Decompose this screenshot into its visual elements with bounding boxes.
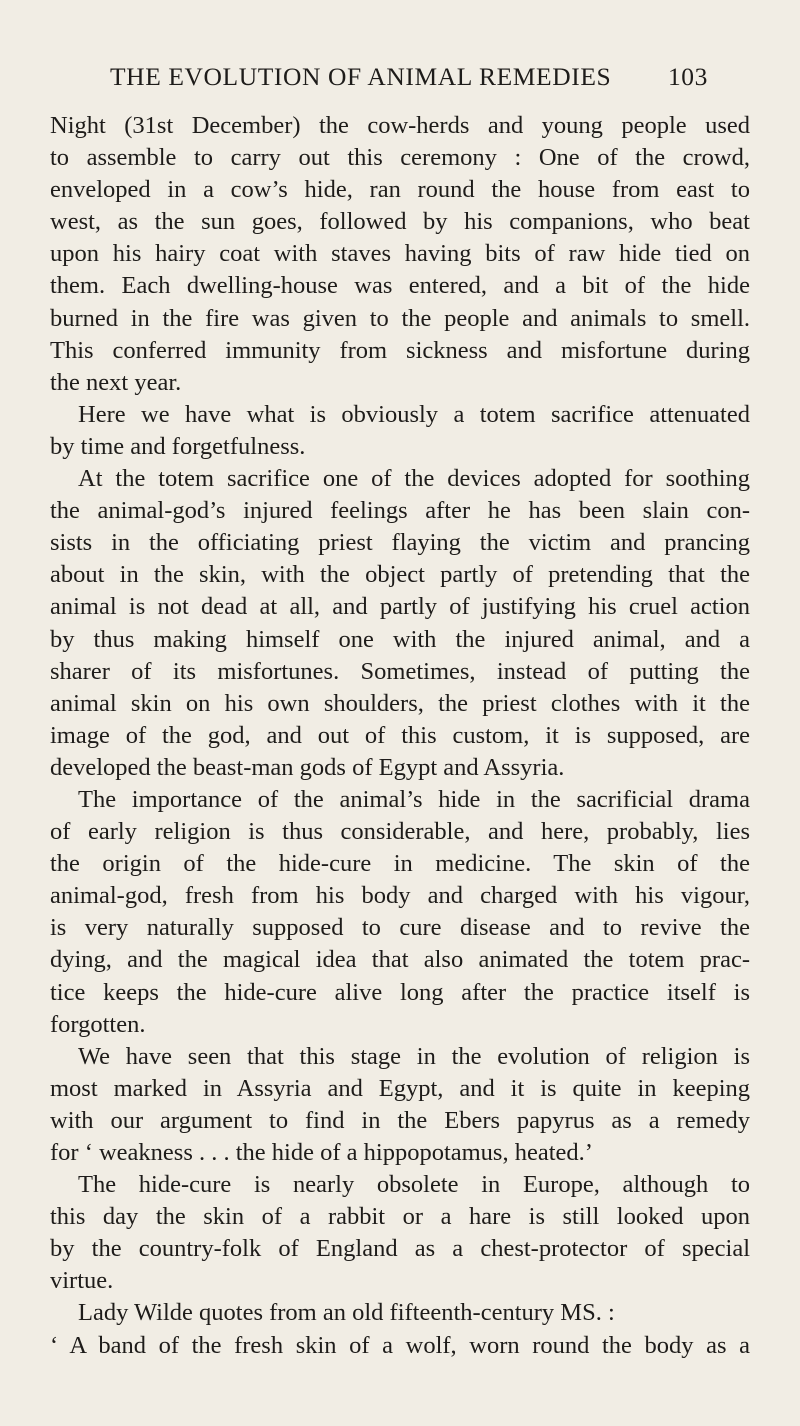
text-line: developed the beast-man gods of Egypt and Assyria. xyxy=(50,753,565,781)
text-line: with our argument to find in the Ebers papyrus as a remedy xyxy=(50,1106,750,1134)
text-line: by thus making himself one with the injured animal, and a xyxy=(50,625,750,653)
text-line: most marked in Assyria and Egypt, and it is quite in keeping xyxy=(50,1074,750,1102)
text-line: virtue. xyxy=(50,1267,114,1295)
text-line: the origin of the hide-cure in medicine. The skin of the xyxy=(50,850,750,878)
text-line: enveloped in a cow’s hide, ran round the house from east to xyxy=(50,176,750,204)
page-number: 103 xyxy=(667,62,708,91)
text-line: west, as the sun goes, followed by his companions, who beat xyxy=(50,208,750,236)
text-line: to assemble to carry out this ceremony : One of the crowd, xyxy=(50,144,750,172)
text-line: tice keeps the hide-cure alive long after the practice itself is xyxy=(50,978,750,1006)
text-line: by time and forgetfulness. xyxy=(50,432,306,460)
text-line: the next year. xyxy=(50,368,182,396)
paragraph-first-line: We have seen that this stage in the evolution of religion is xyxy=(78,1042,750,1070)
text-line: ‘ A band of the fresh skin of a wolf, worn round the body as a xyxy=(50,1331,750,1359)
text-line: upon his hairy coat with staves having bits of raw hide tied on xyxy=(50,240,750,268)
paragraph-first-line: The importance of the animal’s hide in the sacrificial drama xyxy=(78,785,750,813)
text-line: animal skin on his own shoulders, the priest clothes with it the xyxy=(50,689,750,717)
text-line: This conferred immunity from sickness and misfortune during xyxy=(50,336,750,364)
text-line: image of the god, and out of this custom, it is supposed, are xyxy=(50,721,750,749)
text-line: the animal-god’s injured feelings after he has been slain con- xyxy=(50,497,750,525)
running-head-title: THE EVOLUTION OF ANIMAL REMEDIES xyxy=(110,62,612,91)
text-line: animal is not dead at all, and partly of justifying his cruel action xyxy=(50,593,750,621)
text-line: them. Each dwelling-house was entered, and a bit of the hide xyxy=(50,272,750,300)
text-line: of early religion is thus considerable, and here, probably, lies xyxy=(50,818,750,846)
running-head xyxy=(110,62,708,98)
text-line: by the country-folk of England as a chest-protector of special xyxy=(50,1235,750,1263)
text-line: sists in the officiating priest flaying the victim and prancing xyxy=(50,529,750,557)
text-line: animal-god, fresh from his body and charged with his vigour, xyxy=(50,882,750,910)
body-text xyxy=(50,110,750,1362)
text-line: forgotten. xyxy=(50,1010,146,1038)
text-line: burned in the fire was given to the people and animals to smell. xyxy=(50,304,750,332)
text-line: is very naturally supposed to cure disease and to revive the xyxy=(50,914,750,942)
text-line: this day the skin of a rabbit or a hare is still looked upon xyxy=(50,1203,750,1231)
text-line: dying, and the magical idea that also animated the totem prac- xyxy=(50,946,750,974)
text-line: about in the skin, with the object partly of pretending that the xyxy=(50,561,750,589)
text-line: sharer of its misfortunes. Sometimes, instead of putting the xyxy=(50,657,750,685)
text-line: for ‘ weakness . . . the hide of a hippopotamus, heated.’ xyxy=(50,1139,593,1166)
paragraph-first-line: The hide-cure is nearly obsolete in Europe, although to xyxy=(78,1171,750,1199)
paragraph-first-line: Lady Wilde quotes from an old fifteenth-century MS. : xyxy=(78,1299,615,1327)
paragraph-first-line: At the totem sacrifice one of the devices adopted for soothing xyxy=(78,465,750,493)
text-line: Night (31st December) the cow-herds and young people used xyxy=(50,112,750,139)
paragraph-first-line: Here we have what is obviously a totem sacrifice attenuated xyxy=(78,400,750,428)
